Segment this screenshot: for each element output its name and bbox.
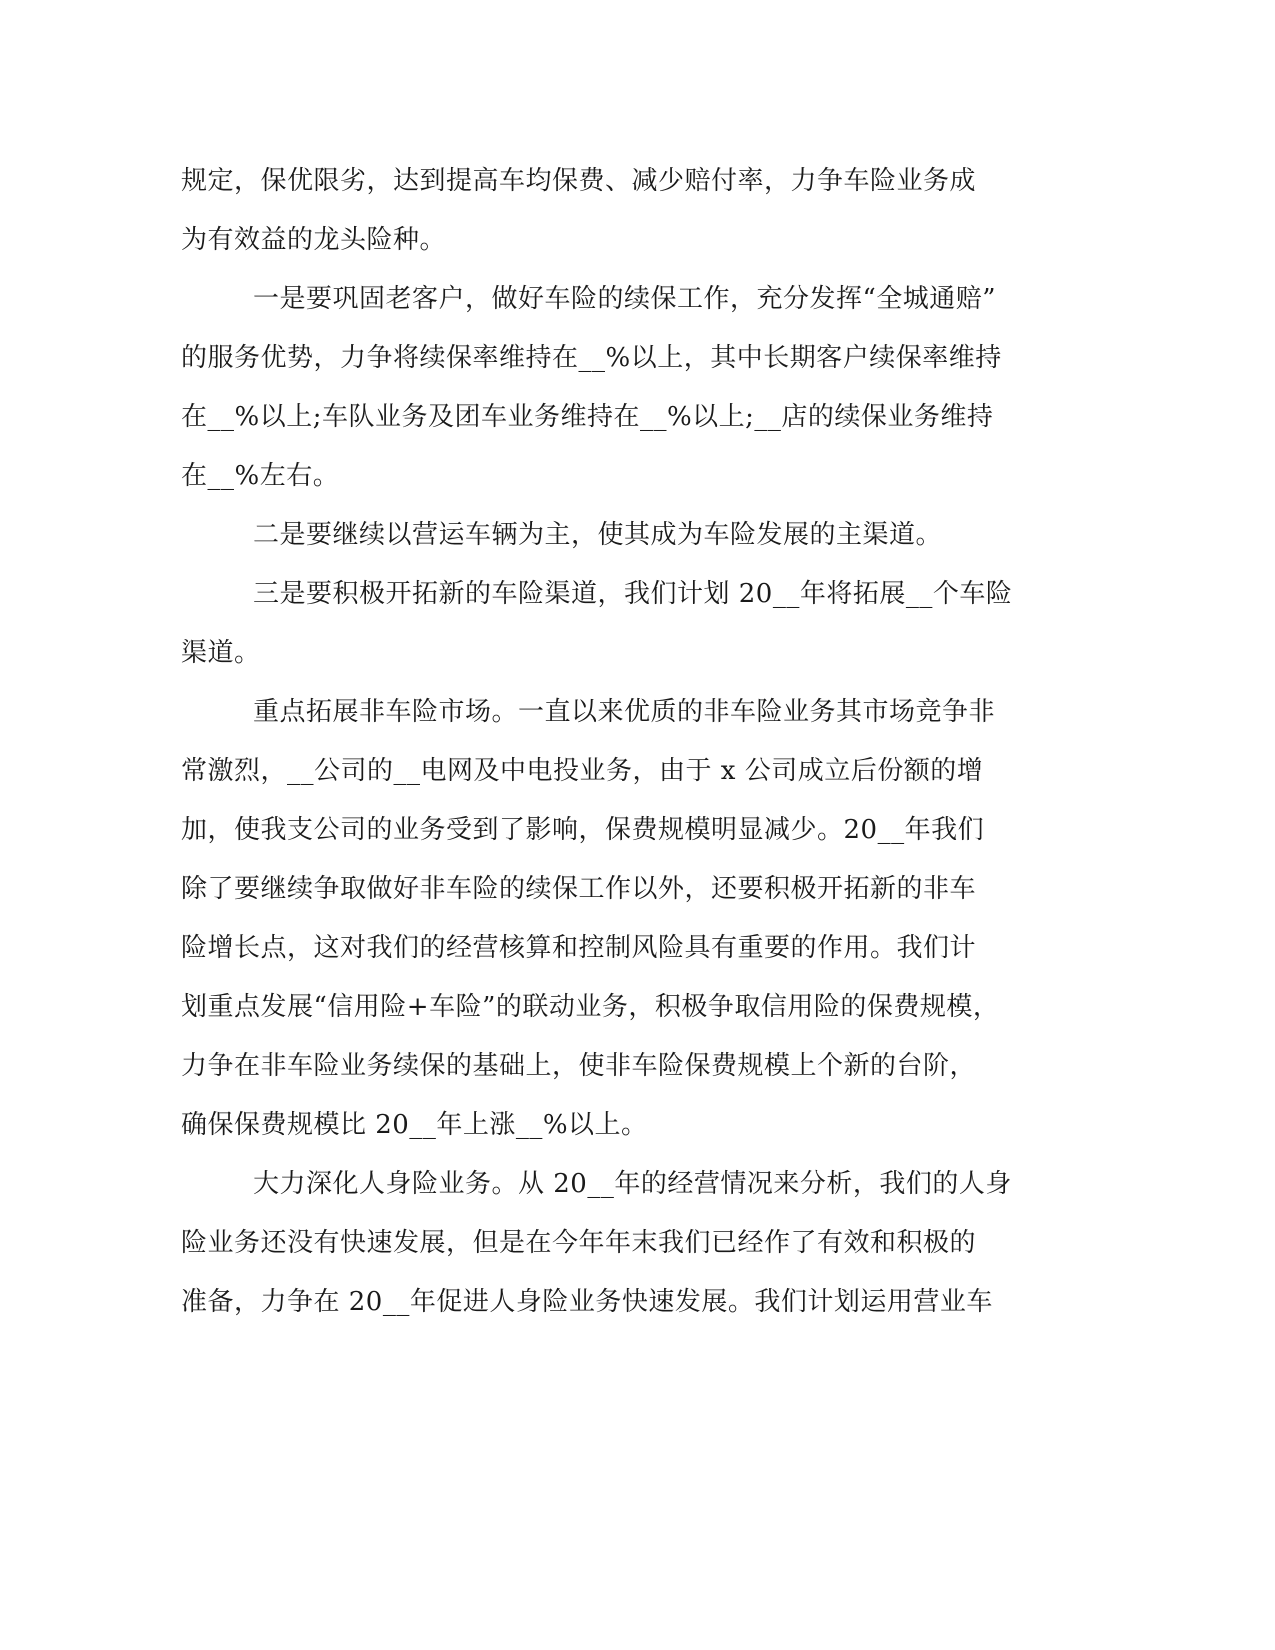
- text-line: 划重点发展“信用险+车险”的联动业务，积极争取信用险的保费规模，: [181, 992, 1000, 1022]
- text-line: 在__%左右。: [181, 461, 340, 491]
- text-line: 重点拓展非车险市场。一直以来优质的非车险业务其市场竞争非: [253, 697, 996, 727]
- text-line: 一是要巩固老客户，做好车险的续保工作，充分发挥“全城通赔”: [253, 284, 997, 314]
- text-line: 险业务还没有快速发展，但是在今年年末我们已经作了有效和积极的: [181, 1228, 977, 1258]
- text-line: 为有效益的龙头险种。: [181, 225, 447, 255]
- text-line: 险增长点，这对我们的经营核算和控制风险具有重要的作用。我们计: [181, 933, 977, 963]
- text-line: 大力深化人身险业务。从 20__年的经营情况来分析，我们的人身: [253, 1169, 1012, 1199]
- text-line: 除了要继续争取做好非车险的续保工作以外，还要积极开拓新的非车: [181, 874, 977, 904]
- text-line: 渠道。: [181, 638, 261, 668]
- text-line: 加，使我支公司的业务受到了影响，保费规模明显减少。20__年我们: [181, 815, 985, 845]
- text-line: 二是要继续以营运车辆为主，使其成为车险发展的主渠道。: [253, 520, 943, 550]
- text-line: 准备，力争在 20__年促进人身险业务快速发展。我们计划运用营业车: [181, 1287, 993, 1317]
- text-line: 力争在非车险业务续保的基础上，使非车险保费规模上个新的台阶，: [181, 1051, 977, 1081]
- text-line: 三是要积极开拓新的车险渠道，我们计划 20__年将拓展__个车险: [253, 579, 1013, 609]
- text-line: 常激烈，__公司的__电网及中电投业务，由于 x 公司成立后份额的增: [181, 756, 984, 786]
- text-line: 在__%以上;车队业务及团车业务维持在__%以上;__店的续保业务维持: [181, 402, 994, 432]
- text-line: 的服务优势，力争将续保率维持在__%以上，其中长期客户续保率维持: [181, 343, 1002, 373]
- text-line: 确保保费规模比 20__年上涨__%以上。: [181, 1110, 648, 1140]
- text-line: 规定，保优限劣，达到提高车均保费、减少赔付率，力争车险业务成: [181, 166, 977, 196]
